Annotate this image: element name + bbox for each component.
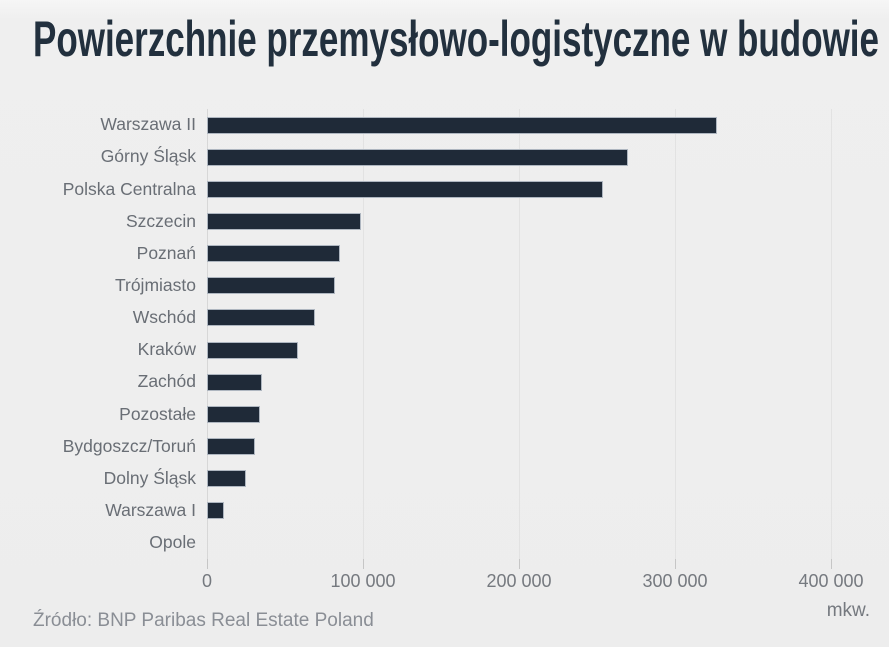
bar xyxy=(207,502,224,519)
bar-track xyxy=(196,109,889,141)
category-label: Bydgoszcz/Toruń xyxy=(62,435,196,456)
bar xyxy=(207,374,262,391)
bar-track xyxy=(196,302,889,334)
category-label: Pozostałe xyxy=(119,403,196,424)
bar xyxy=(207,309,315,326)
tick-mark xyxy=(363,559,364,569)
tick-label: 0 xyxy=(201,571,213,591)
chart-row xyxy=(0,495,889,527)
chart-row xyxy=(0,366,889,398)
bar xyxy=(207,181,603,198)
bar xyxy=(207,470,246,487)
plot-area xyxy=(0,109,889,559)
source-note: Źródło: BNP Paribas Real Estate Poland xyxy=(33,610,374,631)
chart-row xyxy=(0,205,889,237)
tick-mark xyxy=(207,559,208,569)
bar xyxy=(207,277,335,294)
chart-row xyxy=(0,173,889,205)
bar xyxy=(207,245,340,262)
bar xyxy=(207,342,298,359)
bar xyxy=(207,438,255,455)
x-axis-ticks xyxy=(0,559,889,570)
category-label: Kraków xyxy=(137,339,196,360)
chart-row xyxy=(0,398,889,430)
chart-row xyxy=(0,430,889,462)
bar-track xyxy=(196,270,889,302)
bar-track xyxy=(196,173,889,205)
bar-track xyxy=(196,495,889,527)
bar-track xyxy=(196,463,889,495)
chart-row xyxy=(0,302,889,334)
axis-unit-label: mkw. xyxy=(826,600,870,621)
chart-row xyxy=(0,109,889,141)
bar-track xyxy=(196,238,889,270)
category-label: Szczecin xyxy=(125,210,196,231)
bar xyxy=(207,213,361,230)
chart-row xyxy=(0,141,889,173)
chart-row xyxy=(0,463,889,495)
chart-row xyxy=(0,238,889,270)
bar-track xyxy=(196,366,889,398)
bar-track xyxy=(196,398,889,430)
category-label: Wschód xyxy=(132,307,196,328)
tick-label: 200 000 xyxy=(486,571,552,591)
bar-track xyxy=(196,527,889,559)
tick-label: 100 000 xyxy=(330,571,396,591)
bar xyxy=(207,149,628,166)
category-label: Warszawa I xyxy=(105,500,196,520)
bar-rows xyxy=(0,109,889,559)
bar xyxy=(207,406,260,423)
bar-track xyxy=(196,334,889,366)
category-label: Górny Śląsk xyxy=(100,146,196,167)
category-label: Warszawa II xyxy=(100,114,196,135)
tick-mark xyxy=(675,559,676,569)
category-label: Trójmiasto xyxy=(114,275,196,296)
x-axis-tick-labels xyxy=(0,571,889,595)
tick-mark xyxy=(519,559,520,569)
category-label: Poznań xyxy=(136,242,196,263)
tick-label: 300 000 xyxy=(642,571,708,591)
chart-title-text: Powierzchnie przemysłowo-logistyczne w budowie xyxy=(33,11,879,67)
tick-label: 400 000 xyxy=(798,571,864,591)
category-label: Zachód xyxy=(137,371,196,392)
bar xyxy=(207,117,717,134)
chart-row xyxy=(0,527,889,559)
chart-title xyxy=(33,10,889,68)
category-label: Dolny Śląsk xyxy=(103,467,196,488)
bar-track xyxy=(196,205,889,237)
bar-track xyxy=(196,141,889,173)
category-label: Opole xyxy=(149,532,196,553)
tick-mark xyxy=(831,559,832,569)
chart-row xyxy=(0,270,889,302)
chart-row xyxy=(0,334,889,366)
bar-track xyxy=(196,430,889,462)
category-label: Polska Centralna xyxy=(62,178,196,199)
